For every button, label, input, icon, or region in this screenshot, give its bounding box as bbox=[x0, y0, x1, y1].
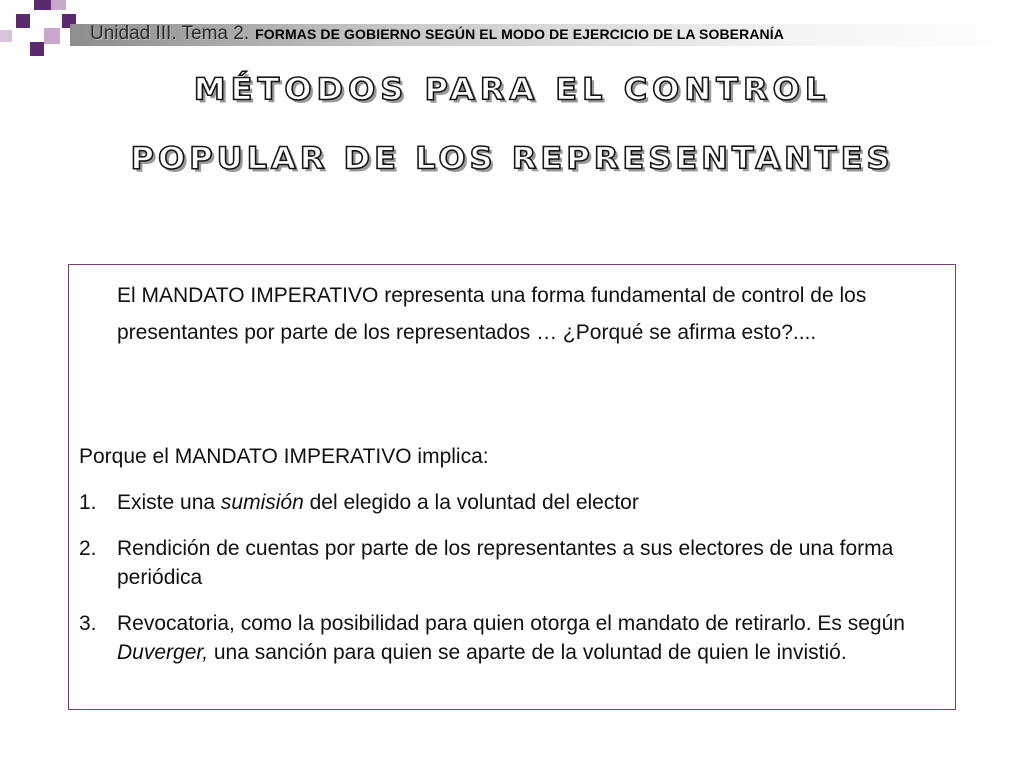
slide-title-line-1: MÉTODOS PARA EL CONTROL bbox=[193, 70, 831, 108]
numbered-list bbox=[69, 488, 949, 667]
lead-sentence: Porque el MANDATO IMPERATIVO implica: bbox=[79, 445, 489, 468]
list-text: Revocatoria, como la posibilidad para quien otorga el mandato de retirarlo. Es según Duverger, una sanción para quien se aparte de la voluntad de quien le invistió. bbox=[117, 612, 905, 664]
decor-square bbox=[0, 30, 12, 42]
list-text: Existe una sumisión del elegido a la voluntad del elector bbox=[117, 491, 639, 514]
decor-square bbox=[44, 28, 60, 44]
list-text: Rendición de cuentas por parte de los representantes a sus electores de una forma periódica bbox=[117, 537, 894, 589]
intro-paragraph: El MANDATO IMPERATIVO representa una forma fundamental de control de los presentantes por parte de los representados … ¿Porqué se afirma esto?.... bbox=[117, 284, 867, 344]
decor-square bbox=[51, 0, 66, 10]
list-number: 2. bbox=[79, 537, 97, 560]
list-item bbox=[69, 488, 949, 517]
emphasis-text: Duverger, bbox=[117, 641, 209, 664]
topic-label: FORMAS DE GOBIERNO SEGÚN EL MODO DE EJERCICIO DE LA SOBERANÍA bbox=[255, 26, 784, 42]
unit-label: Unidad III. Tema 2. bbox=[90, 23, 250, 44]
list-number: 1. bbox=[79, 491, 97, 514]
slide-title-line-2: POPULAR DE LOS REPRESENTANTES bbox=[130, 139, 894, 177]
list-item bbox=[69, 534, 949, 592]
decor-square bbox=[30, 42, 44, 56]
list-item bbox=[69, 609, 949, 667]
list-number: 3. bbox=[79, 612, 97, 635]
content-box bbox=[68, 264, 956, 710]
decor-square bbox=[16, 14, 30, 28]
header-text bbox=[90, 23, 784, 45]
decor-square bbox=[34, 0, 51, 10]
emphasis-text: sumisión bbox=[220, 491, 304, 514]
